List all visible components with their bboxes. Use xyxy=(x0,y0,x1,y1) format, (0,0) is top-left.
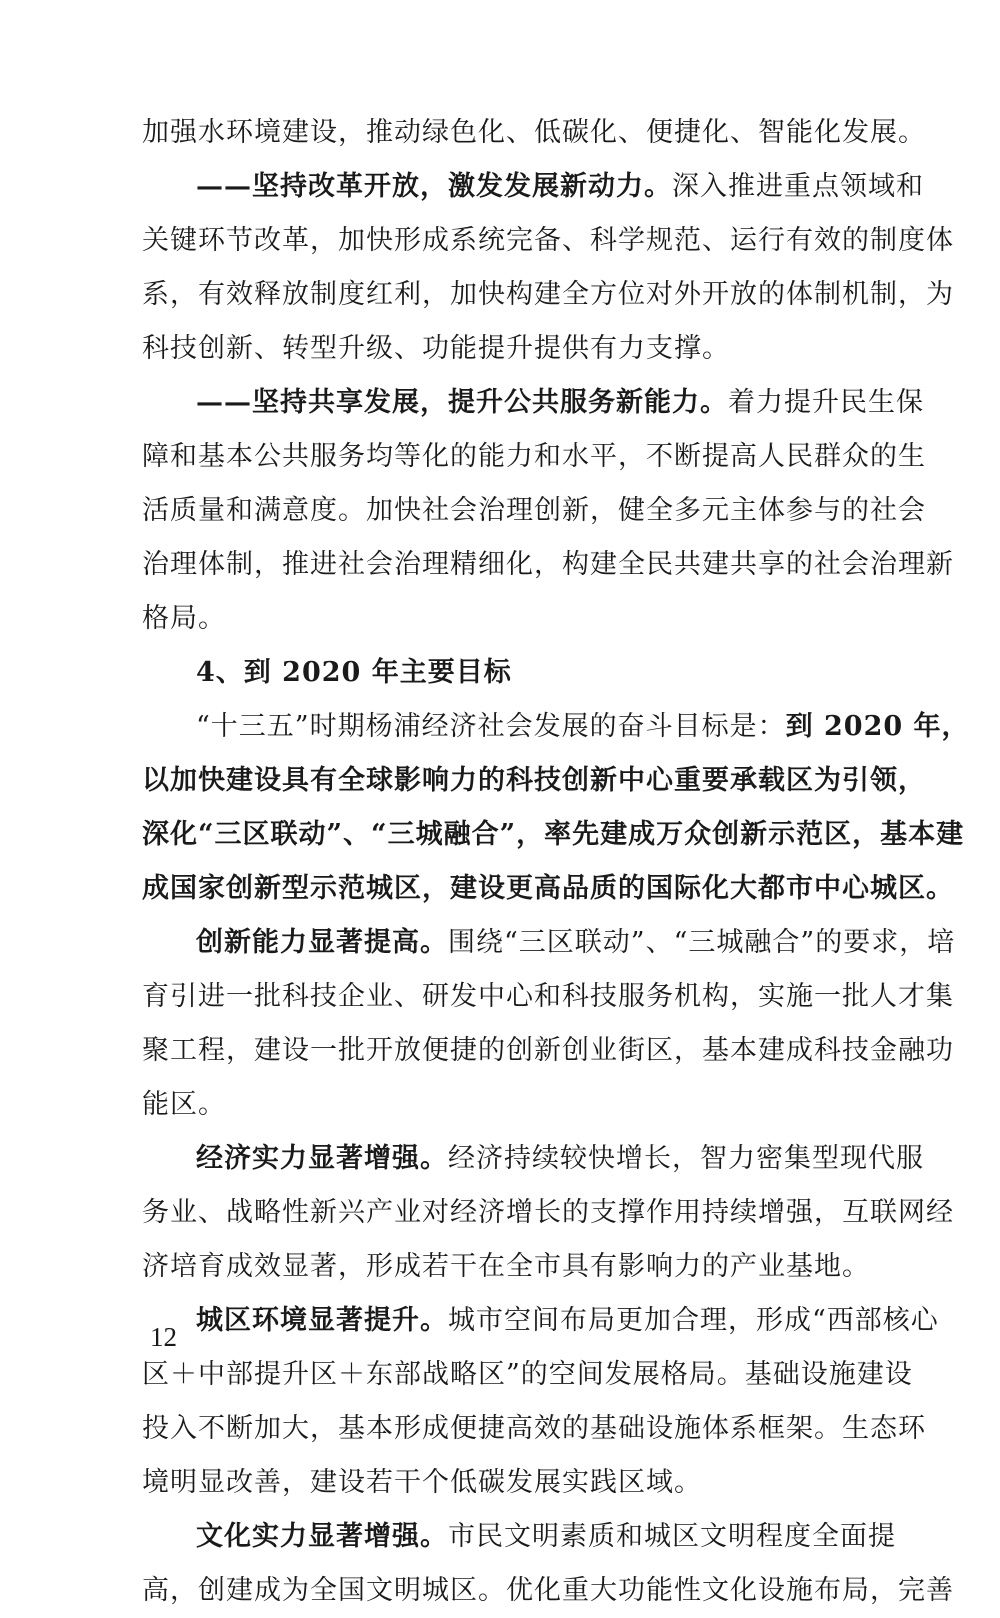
text-line: 系，有效释放制度红利，加快构建全方位对外开放的体制机制，为 xyxy=(142,279,954,310)
text-line: 经济实力显著增强。经济持续较快增长，智力密集型现代服 xyxy=(196,1143,924,1174)
bold-heading-phrase: 城区环境显著提升。 xyxy=(196,1305,448,1336)
text-line: 以加快建设具有全球影响力的科技创新中心重要承载区为引领， xyxy=(142,765,926,796)
text-line: 创新能力显著提高。围绕“三区联动”、“三城融合”的要求，培 xyxy=(196,927,956,958)
text-line: 文化实力显著增强。市民文明素质和城区文明程度全面提 xyxy=(196,1521,896,1552)
text-line: 务业、战略性新兴产业对经济增长的支撑作用持续增强，互联网经 xyxy=(142,1197,954,1228)
text-line: 境明显改善，建设若干个低碳发展实践区域。 xyxy=(142,1467,702,1498)
text-line: 聚工程，建设一批开放便捷的创新创业街区，基本建成科技金融功 xyxy=(142,1035,954,1066)
text-line: 投入不断加大，基本形成便捷高效的基础设施体系框架。生态环 xyxy=(142,1413,926,1444)
body-text xyxy=(142,106,970,1618)
bold-heading-phrase: 经济实力显著增强。 xyxy=(196,1143,448,1174)
bold-heading-phrase: ——坚持共享发展，提升公共服务新能力。 xyxy=(196,387,728,418)
text-line: 深化“三区联动”、“三城融合”，率先建成万众创新示范区，基本建 xyxy=(142,819,965,850)
text-line: 科技创新、转型升级、功能提升提供有力支撑。 xyxy=(142,333,730,364)
bold-heading-phrase: 文化实力显著增强。 xyxy=(196,1521,448,1552)
text-line: 活质量和满意度。加快社会治理创新，健全多元主体参与的社会 xyxy=(142,495,926,526)
text-line: 高，创建成为全国文明城区。优化重大功能性文化设施布局，完善 xyxy=(142,1575,954,1606)
text-line: 格局。 xyxy=(142,603,226,634)
text-line: 区＋中部提升区＋东部战略区”的空间发展格局。基础设施建设 xyxy=(142,1359,913,1390)
bold-phrase: 到 2020 年， xyxy=(785,711,970,742)
text-line: ——坚持改革开放，激发发展新动力。深入推进重点领域和 xyxy=(196,171,924,202)
text-line: 4、到 2020 年主要目标 xyxy=(196,657,512,688)
text-line: 治理体制，推进社会治理精细化，构建全民共建共享的社会治理新 xyxy=(142,549,954,580)
bold-heading-phrase: 创新能力显著提高。 xyxy=(196,927,448,958)
page-number: 12 xyxy=(150,1322,177,1352)
text-line: “十三五”时期杨浦经济社会发展的奋斗目标是：到 2020 年， xyxy=(196,711,970,742)
text-line: 城区环境显著提升。城市空间布局更加合理，形成“西部核心 xyxy=(196,1305,939,1336)
text-line: 障和基本公共服务均等化的能力和水平，不断提高人民群众的生 xyxy=(142,441,926,472)
text-line: 能区。 xyxy=(142,1089,226,1120)
text-line: 加强水环境建设，推动绿色化、低碳化、便捷化、智能化发展。 xyxy=(142,117,926,148)
text-line: 关键环节改革，加快形成系统完备、科学规范、运行有效的制度体 xyxy=(142,225,954,256)
text-line: 育引进一批科技企业、研发中心和科技服务机构，实施一批人才集 xyxy=(142,981,954,1012)
text-line: 济培育成效显著，形成若干在全市具有影响力的产业基地。 xyxy=(142,1251,870,1282)
text-line: ——坚持共享发展，提升公共服务新能力。着力提升民生保 xyxy=(196,387,924,418)
bold-heading-phrase: ——坚持改革开放，激发发展新动力。 xyxy=(196,171,672,202)
text-line: 成国家创新型示范城区，建设更高品质的国际化大都市中心城区。 xyxy=(142,873,954,904)
